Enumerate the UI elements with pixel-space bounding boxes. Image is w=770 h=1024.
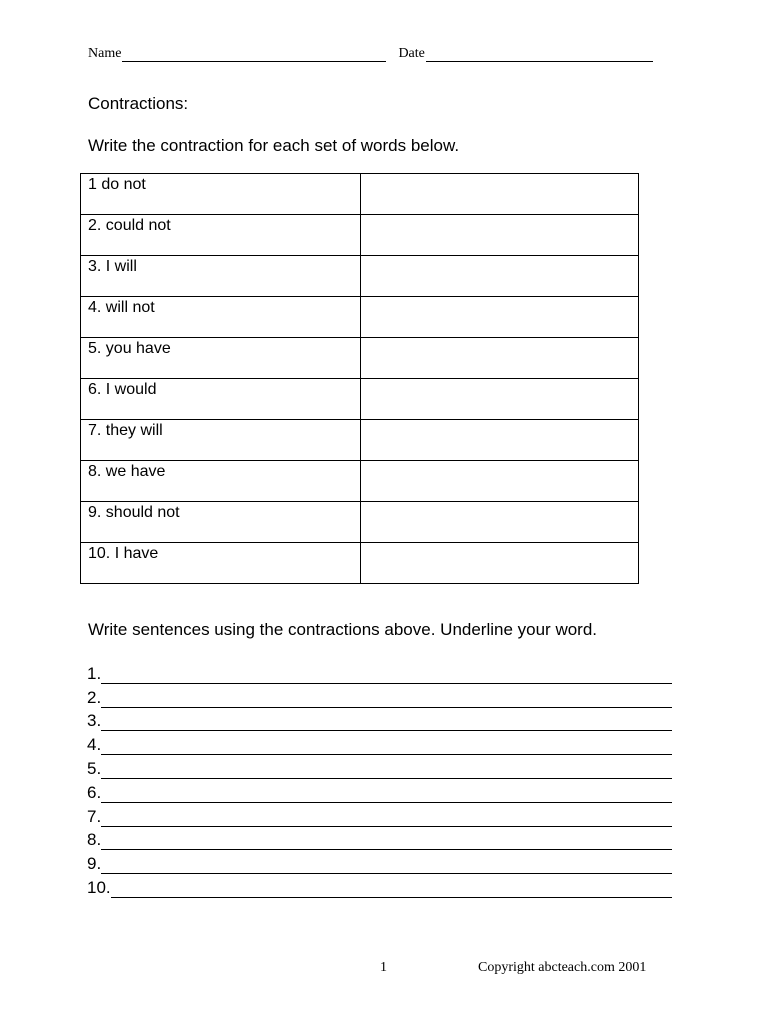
list-item [87, 850, 672, 874]
list-item [87, 708, 672, 732]
sentence-blank-line[interactable] [101, 832, 672, 850]
answer-cell[interactable] [360, 420, 638, 461]
word-pair: 6. I would [81, 379, 361, 420]
sentence-blank-line[interactable] [111, 880, 672, 898]
sentence-number: 9. [87, 854, 102, 874]
copyright-notice: Copyright abcteach.com 2001 [478, 960, 647, 975]
sentence-lines [87, 660, 672, 898]
list-item [87, 731, 672, 755]
answer-cell[interactable] [360, 543, 638, 584]
table-row [81, 297, 639, 338]
table-row [81, 338, 639, 379]
word-pair: 10. I have [81, 543, 361, 584]
word-pair: 4. will not [81, 297, 361, 338]
date-blank-line[interactable] [426, 47, 653, 62]
list-item [87, 874, 672, 898]
date-field [398, 46, 652, 62]
answer-cell[interactable] [360, 338, 638, 379]
table-row [81, 379, 639, 420]
name-field [88, 46, 386, 62]
name-blank-line[interactable] [122, 47, 386, 62]
worksheet-title: Contractions: [88, 94, 189, 113]
list-item [87, 803, 672, 827]
sentence-blank-line[interactable] [101, 809, 672, 827]
sentence-number: 1. [87, 663, 102, 683]
sentence-number: 7. [87, 806, 102, 826]
sentence-blank-line[interactable] [101, 737, 672, 755]
sentence-number: 5. [87, 758, 102, 778]
page-number: 1 [380, 960, 387, 975]
answer-cell[interactable] [360, 461, 638, 502]
name-label: Name [88, 46, 122, 61]
list-item [87, 660, 672, 684]
answer-cell[interactable] [360, 256, 638, 297]
sentence-number: 10. [87, 877, 111, 897]
contraction-table [80, 173, 639, 584]
list-item [87, 779, 672, 803]
sentence-blank-line[interactable] [101, 856, 672, 874]
word-pair: 9. should not [81, 502, 361, 543]
word-pair: 8. we have [81, 461, 361, 502]
list-item [87, 684, 672, 708]
answer-cell[interactable] [360, 215, 638, 256]
table-row [81, 461, 639, 502]
sentence-blank-line[interactable] [101, 690, 672, 708]
word-pair: 3. I will [81, 256, 361, 297]
answer-cell[interactable] [360, 297, 638, 338]
contraction-instructions: Write the contraction for each set of words below. [88, 136, 460, 155]
answer-cell[interactable] [360, 174, 638, 215]
sentence-number: 3. [87, 711, 102, 731]
table-row [81, 543, 639, 584]
table-row [81, 502, 639, 543]
list-item [87, 827, 672, 851]
table-row [81, 215, 639, 256]
sentence-blank-line[interactable] [101, 713, 672, 731]
word-pair: 1 do not [81, 174, 361, 215]
answer-cell[interactable] [360, 379, 638, 420]
word-pair: 5. you have [81, 338, 361, 379]
sentence-number: 4. [87, 735, 102, 755]
table-row [81, 256, 639, 297]
sentence-blank-line[interactable] [101, 785, 672, 803]
word-pair: 7. they will [81, 420, 361, 461]
sentence-blank-line[interactable] [101, 666, 672, 684]
table-row [81, 420, 639, 461]
sentence-blank-line[interactable] [101, 761, 672, 779]
date-label: Date [398, 46, 425, 61]
word-pair: 2. could not [81, 215, 361, 256]
sentence-number: 2. [87, 687, 102, 707]
list-item [87, 755, 672, 779]
table-row [81, 174, 639, 215]
name-date-header [88, 46, 653, 62]
sentence-number: 8. [87, 830, 102, 850]
sentence-instructions: Write sentences using the contractions above. Underline your word. [88, 620, 598, 639]
sentence-number: 6. [87, 782, 102, 802]
answer-cell[interactable] [360, 502, 638, 543]
